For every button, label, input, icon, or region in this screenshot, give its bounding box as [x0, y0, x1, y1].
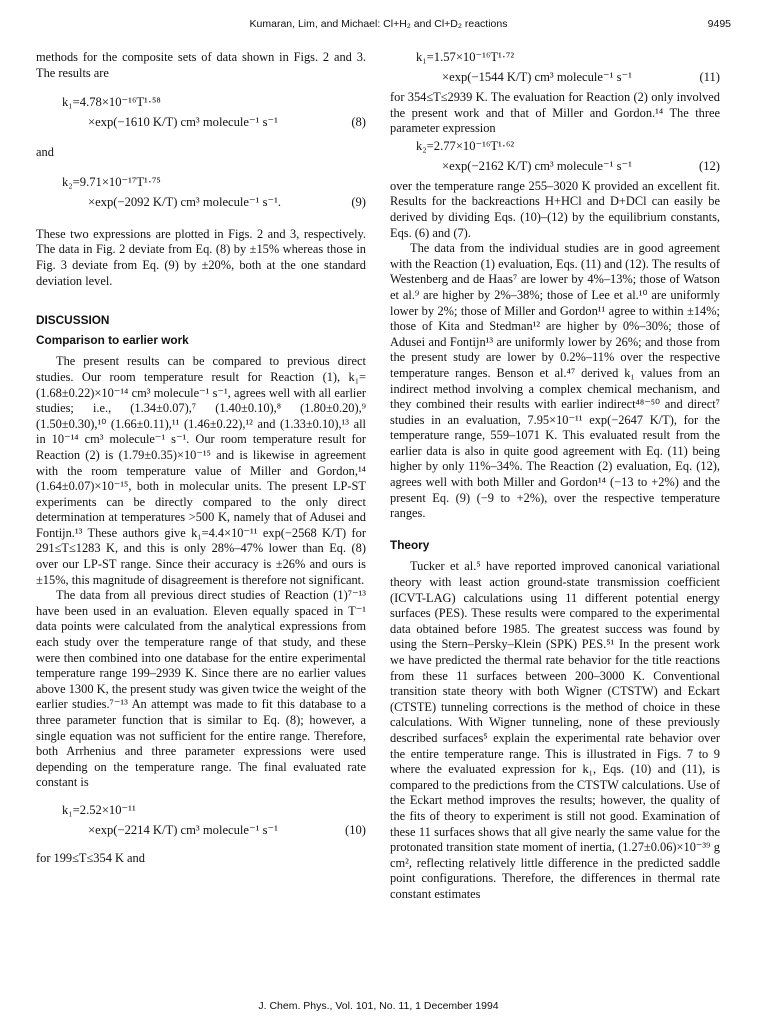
running-title: Kumaran, Lim, and Michael: Cl+H₂ and Cl+D₂ reactions [249, 18, 508, 30]
journal-footer: J. Chem. Phys., Vol. 101, No. 11, 1 December 1994 [258, 1000, 499, 1012]
equation-10: k₁=2.52×10⁻¹¹ [62, 802, 136, 817]
subsection-heading: Comparison to earlier work [36, 332, 189, 347]
equation-number: (12) [699, 158, 720, 173]
paragraph: methods for the composite sets of data shown in Figs. 2 and 3. The results are [36, 50, 366, 80]
left-column [36, 50, 366, 867]
equation-number: (8) [351, 115, 366, 130]
equation-number: (11) [699, 70, 720, 84]
subsection-heading: Theory [390, 537, 430, 552]
equation-number: (10) [345, 822, 366, 837]
paragraph: The present results can be compared to previous direct studies. Our room temperature result for Reaction (1), k₁=(1.68±0.22)×10⁻¹⁴ cm³ molecule⁻¹ s⁻¹, agrees well with all earlier studies; i.e., (1.34±0.07),⁷ (1.40±0.10),⁸ (1.80±0.20),⁹ (1.50±0.30),¹⁰ (1.66±0.11),¹¹ (1.46±0.22),¹² and (1.33±0.10),¹³ all in 10⁻¹⁴ cm³ molecule⁻¹ s⁻¹. Our room temperature result for Reaction (2) is (1.79±0.35)×10⁻¹⁵ and is likewise in agreement with the room temperature value of Miller and Gordon,¹⁴ (1.64±0.07)×10⁻¹⁵, both in molecular units. The present LP-ST experiments can be directly compared to the only direct determination at temperatures >500 K, namely that of Adusei and Fontijn.¹³ These authors give k₁=4.4×10⁻¹¹ exp(−2568 K/T) for 291≤T≤1283 K, and this is only 28%–47% lower than Eq. (8) over our LP-ST range. Since their accuracy is ±26% and ours is ±15%, this magnitude of disagreement is therefore not significant. [36, 354, 366, 587]
equation-9-line2: ×exp(−2092 K/T) cm³ molecule⁻¹ s⁻¹. (9) [88, 194, 366, 209]
equation-11: k₁=1.57×10⁻¹⁶T¹·⁷² [416, 50, 515, 64]
equation-12: k₂=2.77×10⁻¹⁶T¹·⁶² [416, 138, 515, 153]
equation-10-line2: ×exp(−2214 K/T) cm³ molecule⁻¹ s⁻¹ (10) [88, 822, 366, 837]
paragraph: The data from all previous direct studies of Reaction (1)⁷⁻¹³ have been used in an evaluation. Eleven equally spaced in T⁻¹ data points were calculated from the analytical expressions from each study over the temperature range of that study, and these were then combined into one database for the entire experimental temperature range 199–2939 K. Since there are no earlier values above 1300 K, the present study was given twice the weight of the earlier studies.⁷⁻¹³ An attempt was made to fit this database to a three parameter function that is similar to Eq. (8); however, a single equation was not sufficient for the entire range. Therefore, both Arrhenius and three parameter expressions were used depending on the temperature range. The final evaluated rate constant is [36, 588, 366, 790]
paragraph: Tucker et al.⁵ have reported improved canonical variational theory with least action ground-state transmission coefficient (ICVT-LAG) calculations using 11 different potential energy surfaces (PES). These results were compared to the experimental data obtained before 1985. The greatest success was found by using the Stern–Persky–Klein (SPK) PES.⁵¹ In the present work we have predicted the thermal rate behavior for the title reactions from these 11 surfaces between 200–3000 K. Conventional transition state theory with both Wigner (CTSTW) and Eckart (CTSTE) tunneling corrections is the method of choice in these calculations. With Wigner tunneling, none of these previously described surfaces⁵ explain the experimental rate behavior over the entire temperature range. This is illustrated in Figs. 7 to 9 where the evaluated expression for k₁, Eqs. (10) and (11), is compared to the predictions from the CTSTW calculations. Use of the Eckart method improves the results; however, the quality of the fits of theory to experiment is still not good. Examination of these 11 surfaces shows that all give nearly the same value for the protonated transition state moment of inertia, (1.27±0.06)×10⁻³⁹ g cm², reflecting relatively little difference in the predicted saddle point configurations. Therefore, the differences in thermal rate constant estimates [390, 559, 720, 901]
equation-8-line2: ×exp(−1610 K/T) cm³ molecule⁻¹ s⁻¹ (8) [88, 115, 366, 130]
page-number: 9495 [707, 18, 731, 30]
equation-8: k₁=4.78×10⁻¹⁶T¹·⁵⁸ [62, 95, 161, 110]
equation-11-line2: ×exp(−1544 K/T) cm³ molecule⁻¹ s⁻¹ (11) [442, 70, 720, 84]
right-column [390, 50, 720, 903]
paragraph: The data from the individual studies are in good agreement with the Reaction (1) evaluation, Eqs. (11) and (12). The results of Westenberg and de Haas⁷ are lower by 4%–13%; those of Watson et al.⁹ are higher by 2%–38%; those of Lee et al.¹⁰ are uniformly lower by 2%; those of Miller and Gordon¹¹ agree to within ±14%; those of Kita and Stedman¹² are higher by 0%–30%; those of Adusei and Fontijn¹³ are uniformly lower by 26%; and those from the present study are lower by 0.2%–11% over the respective temperature ranges. Benson et al.⁴⁷ derived k₁ values from an indirect method involving a complex chemical mechanism, and they combined their results with earlier indirect⁴⁸⁻⁵⁰ and direct⁷ studies in an evaluation, 7.95×10⁻¹¹ exp(−2647 K/T), for the temperature range, 559–1071 K. This evaluated result from the earlier data is also in quite good agreement with Eq. (11) being higher by only 11%–34%. The Reaction (2) evaluation, Eq. (12), agrees well with both Miller and Gordon¹⁴ (−13 to +2%) and the present Eq. (9) (−9 to +2%), over the respective temperature ranges. [390, 241, 720, 521]
paragraph: for 354≤T≤2939 K. The evaluation for Reaction (2) only involved the present work and that of Miller and Gordon.¹⁴ The three parameter expression [390, 90, 720, 136]
equation-12-line2: ×exp(−2162 K/T) cm³ molecule⁻¹ s⁻¹ (12) [442, 158, 720, 173]
paragraph: These two expressions are plotted in Figs. 2 and 3, respectively. The data in Fig. 2 deviate from Eq. (8) by ±15% whereas those in Fig. 3 deviate from Eq. (9) by ±20%, both at the one standard deviation level. [36, 226, 366, 288]
equation-9: k₂=9.71×10⁻¹⁷T¹·⁷⁵ [62, 174, 161, 189]
equation-number: (9) [351, 194, 366, 209]
section-heading: DISCUSSION [36, 313, 110, 328]
paragraph: for 199≤T≤354 K and [36, 850, 145, 865]
paragraph: and [36, 145, 54, 160]
paragraph: over the temperature range 255–3020 K provided an excellent fit. Results for the backreactions H+HCl and D+DCl can easily be derived by dividing Eqs. (10)–(12) by the equilibrium constants, Eqs. (6) and (7). [390, 178, 720, 240]
